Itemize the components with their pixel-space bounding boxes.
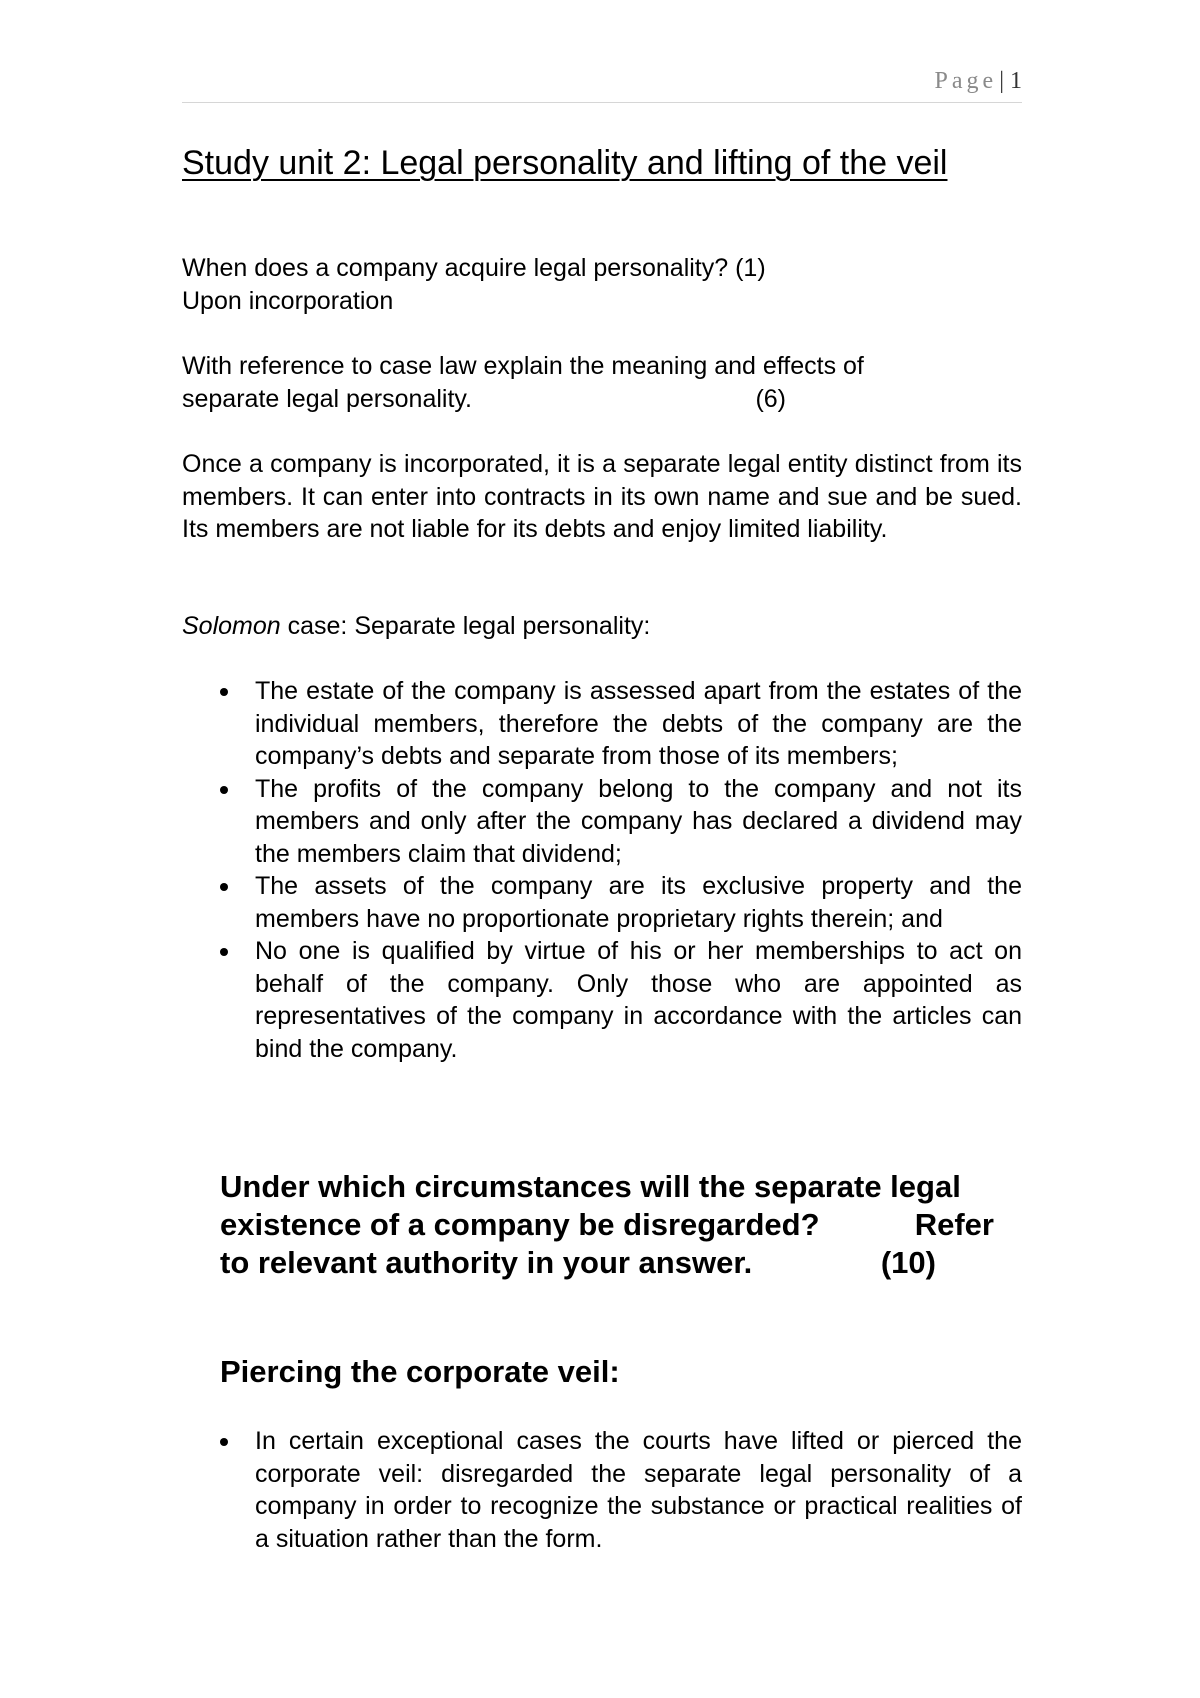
- list-item: No one is qualified by virtue of his or her memberships to act on behalf of the company. Only those who are appointed as representatives of the company in accordance with the articles can bind the company.: [182, 935, 1022, 1065]
- list-item: In certain exceptional cases the courts have lifted or pierced the corporate veil: disregarded the separate legal personality of a company in order to recognize the substance or practical realities of a situation rather than the form.: [182, 1425, 1022, 1555]
- question-1-answer: Upon incorporation: [182, 286, 394, 315]
- question-3: [220, 1168, 1022, 1282]
- list-item: The estate of the company is assessed apart from the estates of the individual members, therefore the debts of the company are the company’s debts and separate from those of its members;: [182, 675, 1022, 773]
- paragraph-separate-entity: Once a company is incorporated, it is a separate legal entity distinct from its members. It can enter into contracts in its own name and sue and be sued. Its members are not liable for its debts and enjoy limited liability.: [182, 450, 1022, 543]
- page-separator: |: [999, 68, 1004, 94]
- question-3-line-3: to relevant authority in your answer.: [220, 1245, 753, 1280]
- piercing-heading: Piercing the corporate veil:: [220, 1354, 620, 1389]
- question-3-marks: (10): [880, 1245, 936, 1280]
- list-item: The assets of the company are its exclusive property and the members have no proportionate proprietary rights therein; and: [182, 870, 1022, 935]
- page-header: [182, 68, 1022, 103]
- solomon-intro: [182, 610, 1022, 643]
- question-3-line-2-right: Refer: [914, 1207, 994, 1242]
- piercing-points-list: [182, 1425, 1022, 1555]
- question-3-line-1: Under which circumstances will the separate legal: [220, 1169, 961, 1204]
- list-item: The profits of the company belong to the company and not its members and only after the company has declared a dividend may the members claim that dividend;: [182, 773, 1022, 871]
- question-2-marks: (6): [755, 384, 786, 413]
- page-label: Page: [934, 68, 998, 94]
- question-1-text: When does a company acquire legal personality? (1): [182, 254, 766, 282]
- solomon-points-list: [182, 675, 1022, 1065]
- solomon-case-name: Solomon: [182, 612, 281, 640]
- question-2: [182, 350, 1022, 415]
- question-3-line-2: existence of a company be disregarded?: [220, 1207, 820, 1242]
- question-2-line-2: separate legal personality.: [182, 384, 472, 413]
- page-number: 1: [1010, 68, 1022, 94]
- document-title: Study unit 2: Legal personality and lifting of the veil: [182, 144, 948, 182]
- question-2-line-1: With reference to case law explain the meaning and effects of: [182, 352, 864, 380]
- solomon-intro-rest: case: Separate legal personality:: [280, 612, 651, 640]
- question-1: [182, 252, 1022, 317]
